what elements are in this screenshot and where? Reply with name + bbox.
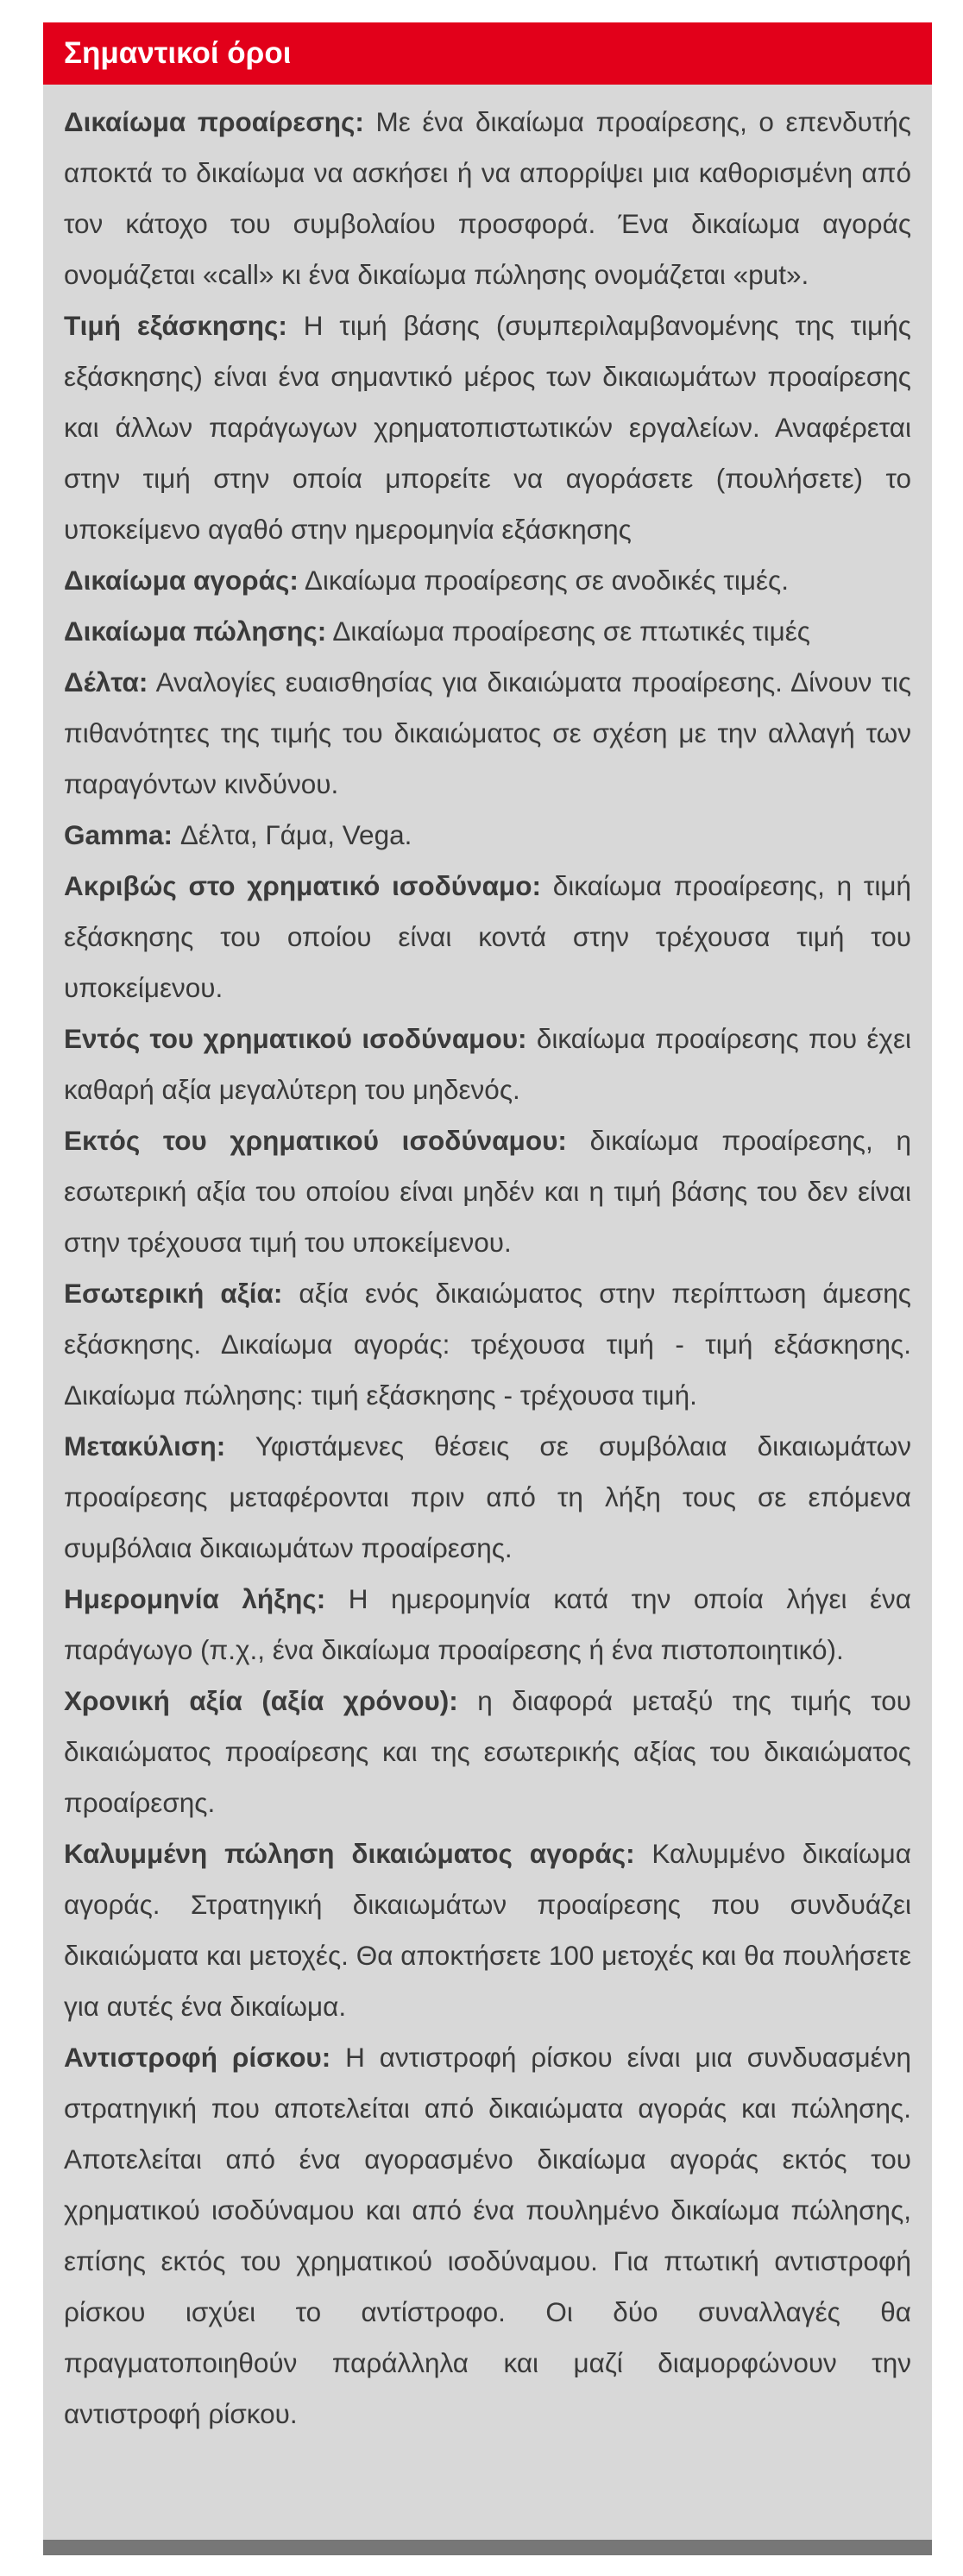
term-item xyxy=(64,97,911,300)
term-item xyxy=(64,1013,911,1115)
term-item xyxy=(64,1676,911,1828)
term-name: Δέλτα: xyxy=(64,666,148,698)
term-item xyxy=(64,1574,911,1676)
term-item xyxy=(64,861,911,1013)
term-definition: Η αντιστροφή ρίσκου είναι μια συνδυασμένη στρατηγική που αποτελείται από δικαιώματα αγοράς και πώλησης. Αποτελείται από ένα αγορασμένο δικαίωμα αγοράς εκτός του χρηματικού ισοδύναμου και από ένα πουλημένο δικαίωμα πώλησης, επίσης εκτός του χρηματικού ισοδύναμου. Για πτωτική αντιστροφή ρίσκου ισχύει το αντίστροφο. Οι δύο συναλλαγές θα πραγματοποιηθούν παράλληλα και μαζί διαμορφώνουν την αντιστροφή ρίσκου. xyxy=(64,2042,911,2429)
term-item xyxy=(64,1115,911,1268)
term-definition: Η ημερομηνία κατά την οποία λήγει ένα παράγωγο (π.χ., ένα δικαίωμα προαίρεσης ή ένα πιστοποιητικό). xyxy=(64,1583,911,1665)
term-item xyxy=(64,810,911,861)
term-name: Δικαίωμα προαίρεσης: xyxy=(64,106,364,137)
term-name: Gamma: xyxy=(64,819,173,850)
term-definition: Δικαίωμα προαίρεσης σε ανοδικές τιμές. xyxy=(304,565,789,596)
term-definition: Αναλογίες ευαισθησίας για δικαιώματα προαίρεσης. Δίνουν τις πιθανότητες της τιμής του δικαιώματος σε σχέση με την αλλαγή των παραγόντων κινδύνου. xyxy=(64,666,911,799)
term-definition: Η τιμή βάσης (συμπεριλαμβανομένης της τιμής εξάσκησης) είναι ένα σημαντικό μέρος των δικαιωμάτων προαίρεσης και άλλων παράγωγων χρηματοπιστωτικών εργαλείων. Αναφέρεται στην τιμή στην οποία μπορείτε να αγοράσετε (πουλήσετε) το υποκείμενο αγαθό στην ημερομηνία εξάσκησης xyxy=(64,310,911,545)
term-name: Τιμή εξάσκησης: xyxy=(64,310,287,341)
term-item xyxy=(64,2032,911,2440)
term-name: Εντός του χρηματικού ισοδύναμου: xyxy=(64,1023,527,1054)
glossary-title: Σημαντικοί όροι xyxy=(43,22,932,85)
term-name: Ημερομηνία λήξης: xyxy=(64,1583,326,1614)
term-item xyxy=(64,300,911,555)
glossary-box xyxy=(43,22,932,2555)
term-item xyxy=(64,606,911,657)
term-item xyxy=(64,1268,911,1421)
term-definition: Με ένα δικαίωμα προαίρεσης, ο επενδυτής αποκτά το δικαίωμα να ασκήσει ή να απορρίψει μια καθορισμένη από τον κάτοχο του συμβολαίου προσφορά. Ένα δικαίωμα αγοράς ονομάζεται «call» κι ένα δικαίωμα πώλησης ονομάζεται «put». xyxy=(64,106,911,290)
term-definition: Καλυμμένο δικαίωμα αγοράς. Στρατηγική δικαιωμάτων προαίρεσης που συνδυάζει δικαιώματα και μετοχές. Θα αποκτήσετε 100 μετοχές και θα πουλήσετε για αυτές ένα δικαίωμα. xyxy=(64,1838,911,2022)
term-item xyxy=(64,1828,911,2032)
term-name: Ακριβώς στο χρηματικό ισοδύναμο: xyxy=(64,870,541,901)
term-item xyxy=(64,657,911,810)
term-name: Χρονική αξία (αξία χρόνου): xyxy=(64,1685,458,1716)
term-item xyxy=(64,1421,911,1574)
term-name: Δικαίωμα αγοράς: xyxy=(64,565,299,596)
term-name: Καλυμμένη πώληση δικαιώματος αγοράς: xyxy=(64,1838,635,1869)
term-definition: δικαίωμα προαίρεσης, η εσωτερική αξία του οποίου είναι μηδέν και η τιμή βάσης του δεν είναι στην τρέχουσα τιμή του υποκείμενου. xyxy=(64,1125,911,1258)
terms-list xyxy=(43,85,932,2440)
term-name: Εκτός του χρηματικού ισοδύναμου: xyxy=(64,1125,567,1156)
term-definition: δικαίωμα προαίρεσης που έχει καθαρή αξία μεγαλύτερη του μηδενός. xyxy=(64,1023,912,1105)
term-name: Αντιστροφή ρίσκου: xyxy=(64,2042,331,2073)
term-name: Δικαίωμα πώλησης: xyxy=(64,616,327,647)
term-definition: αξία ενός δικαιώματος στην περίπτωση άμεσης εξάσκησης. Δικαίωμα αγοράς: τρέχουσα τιμή - τιμή εξάσκησης. Δικαίωμα πώλησης: τιμή εξάσκησης - τρέχουσα τιμή. xyxy=(64,1278,911,1411)
term-definition: δικαίωμα προαίρεσης, η τιμή εξάσκησης του οποίου είναι κοντά στην τρέχουσα τιμή του υποκείμενου. xyxy=(64,870,911,1003)
term-definition: Δικαίωμα προαίρεσης σε πτωτικές τιμές xyxy=(332,616,810,647)
term-name: Εσωτερική αξία: xyxy=(64,1278,283,1309)
term-item xyxy=(64,555,911,606)
term-definition: η διαφορά μεταξύ της τιμής του δικαιώματος προαίρεσης και της εσωτερικής αξίας του δικαιώματος προαίρεσης. xyxy=(64,1685,911,1818)
term-definition: Υφιστάμενες θέσεις σε συμβόλαια δικαιωμάτων προαίρεσης μεταφέρονται πριν από τη λήξη τους σε επόμενα συμβόλαια δικαιωμάτων προαίρεσης. xyxy=(64,1430,911,1563)
term-name: Μετακύλιση: xyxy=(64,1430,226,1462)
term-definition: Δέλτα, Γάμα, Vega. xyxy=(179,819,412,850)
